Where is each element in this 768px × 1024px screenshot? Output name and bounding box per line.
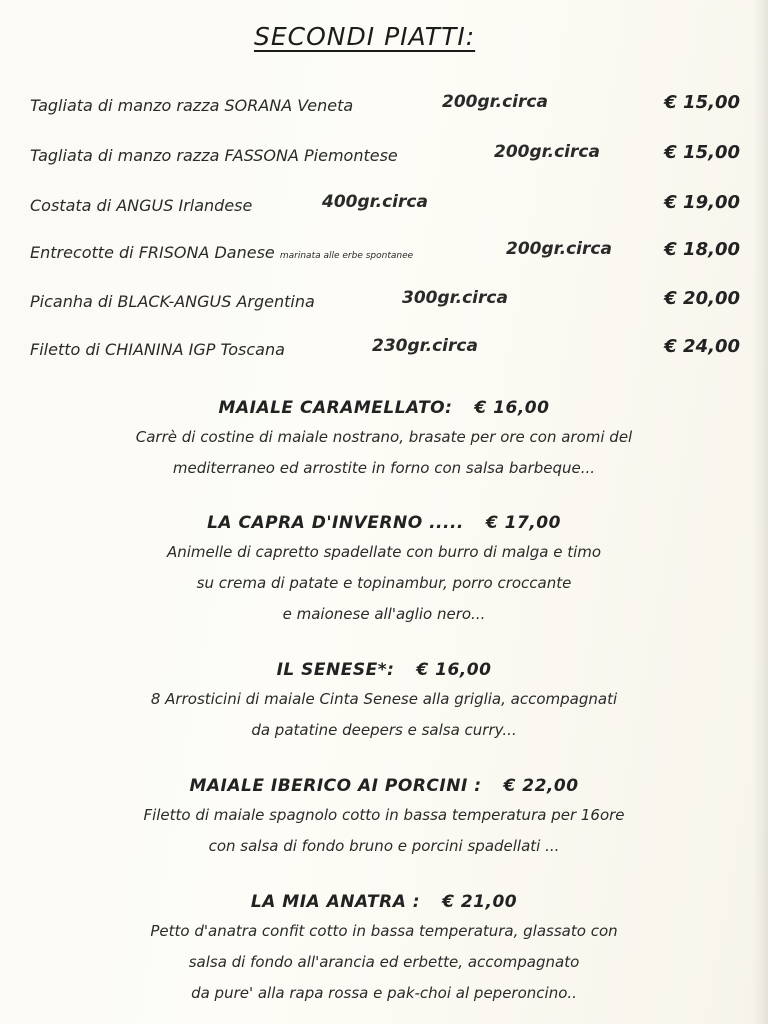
- dish-maiale-caramellato: [0, 398, 768, 484]
- dish-heading: [0, 776, 768, 796]
- dish-price: € 16,00: [474, 398, 550, 418]
- dish-name: IL SENESE*:: [276, 660, 395, 680]
- dish-description-line: Filetto di maiale spagnolo cotto in bassa temperatura per 16ore: [143, 806, 625, 824]
- meat-item-price: € 15,00: [664, 92, 740, 113]
- dish-heading: [0, 398, 768, 418]
- dish-description-line: salsa di fondo all'arancia ed erbette, accompagnato: [188, 953, 580, 971]
- meat-item-name: Tagliata di manzo razza SORANA Veneta: [30, 96, 354, 115]
- meat-item: [30, 142, 740, 176]
- dish-mia-anatra: [0, 892, 768, 1009]
- meat-item-price: € 24,00: [664, 336, 740, 357]
- meat-item-price: € 19,00: [664, 192, 740, 213]
- dish-description-line: su crema di patate e topinambur, porro croccante: [196, 574, 572, 592]
- dish-capra-inverno: [0, 513, 768, 630]
- meat-list: [0, 0, 768, 380]
- dish-price: € 21,00: [442, 892, 518, 912]
- dish-description-line: e maionese all'aglio nero...: [282, 605, 486, 623]
- dish-description-line: 8 Arrosticini di maiale Cinta Senese alla griglia, accompagnati: [150, 690, 618, 708]
- meat-item-weight: 200gr.circa: [494, 142, 600, 162]
- meat-item-name: Costata di ANGUS Irlandese: [30, 196, 253, 215]
- dish-heading: [0, 892, 768, 912]
- dish-price: € 17,00: [485, 513, 561, 533]
- dish-heading: [0, 660, 768, 680]
- meat-item-weight: 200gr.circa: [442, 92, 548, 112]
- meat-item-price: € 20,00: [664, 288, 740, 309]
- meat-item-name: Picanha di BLACK-ANGUS Argentina: [30, 292, 315, 311]
- dish-description-line: Carrè di costine di maiale nostrano, brasate per ore con aromi del: [135, 428, 633, 446]
- dish-maiale-iberico: [0, 776, 768, 862]
- dish-description-line: da patatine deepers e salsa curry...: [251, 721, 517, 739]
- meat-item-weight: 300gr.circa: [402, 288, 508, 308]
- meat-item: [30, 239, 740, 273]
- dish-price: € 22,00: [503, 776, 579, 796]
- meat-item-note: marinata alle erbe spontanee: [279, 251, 414, 261]
- dish-description: [0, 916, 768, 1009]
- meat-item: [30, 192, 740, 226]
- meat-item-weight: 400gr.circa: [322, 192, 428, 212]
- dish-description: [0, 537, 768, 630]
- meat-item-price: € 18,00: [664, 239, 740, 260]
- menu-title: SECONDI PIATTI:: [254, 22, 476, 51]
- dish-price: € 16,00: [416, 660, 492, 680]
- dish-description: [0, 422, 768, 484]
- meat-item-weight: 230gr.circa: [372, 336, 478, 356]
- meat-item: [30, 288, 740, 322]
- dish-description-line: Animelle di capretto spadellate con burro di malga e timo: [166, 543, 602, 561]
- meat-item: [30, 336, 740, 370]
- meat-item-weight: 200gr.circa: [506, 239, 612, 259]
- meat-item-name: Tagliata di manzo razza FASSONA Piemontese: [30, 146, 398, 165]
- dish-heading: [0, 513, 768, 533]
- dish-description: [0, 684, 768, 746]
- dish-description-line: con salsa di fondo bruno e porcini spadellati ...: [208, 837, 560, 855]
- meat-item: [30, 92, 740, 126]
- dish-senese: [0, 660, 768, 746]
- dish-name: MAIALE CARAMELLATO:: [218, 398, 453, 418]
- meat-item-name: [30, 243, 413, 262]
- meat-item-name-text: Entrecotte di FRISONA Danese: [30, 243, 275, 262]
- dish-description-line: mediterraneo ed arrostite in forno con salsa barbeque...: [172, 459, 596, 477]
- dish-description-line: Petto d'anatra confit cotto in bassa temperatura, glassato con: [150, 922, 618, 940]
- dish-name: LA CAPRA D'INVERNO .....: [207, 513, 464, 533]
- dish-name: MAIALE IBERICO AI PORCINI :: [189, 776, 482, 796]
- dish-description: [0, 800, 768, 862]
- meat-item-price: € 15,00: [664, 142, 740, 163]
- dish-name: LA MIA ANATRA :: [250, 892, 421, 912]
- dish-description-line: da pure' alla rapa rossa e pak-choi al peperoncino..: [191, 984, 577, 1002]
- meat-item-name: Filetto di CHIANINA IGP Toscana: [30, 340, 285, 359]
